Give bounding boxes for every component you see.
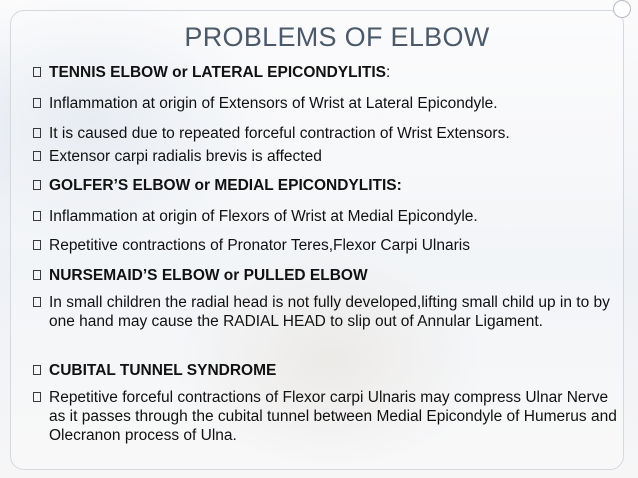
slide-title: PROBLEMS OF ELBOW	[184, 22, 490, 52]
line-text: Inflammation at origin of Flexors of Wrist at Medial Epicondyle.	[49, 208, 478, 225]
line-text: Repetitive forceful contractions of Flexor carpi Ulnaris may compress Ulnar Nerve as it passes through the cubital tunnel between Medial Epicondyle of Humerus and Olecranon process of Ulna.	[49, 389, 617, 444]
bullet-square-icon	[33, 240, 41, 250]
bullet-line-tennis-elbow-cause	[34, 124, 510, 143]
bullet-line-tennis-elbow-inflammation	[34, 94, 498, 113]
line-text: It is caused due to repeated forceful contraction of Wrist Extensors.	[49, 125, 510, 142]
bullet-line-golfers-elbow-heading	[34, 176, 402, 195]
bullet-square-icon	[33, 67, 41, 77]
bullet-line-golfers-elbow-inflammation	[34, 207, 478, 226]
bullet-square-icon	[33, 151, 41, 161]
bullet-square-icon	[33, 392, 41, 402]
corner-circle-decoration	[613, 0, 631, 18]
bullet-square-icon	[33, 98, 41, 108]
line-text: GOLFER’S ELBOW or MEDIAL EPICONDYLITIS:	[49, 177, 402, 194]
line-text: CUBITAL TUNNEL SYNDROME	[49, 362, 277, 379]
line-text: In small children the radial head is not fully developed,lifting small child up in to by one hand may cause the RADIAL HEAD to slip out of Annular Ligament.	[49, 294, 610, 330]
bullet-line-tennis-elbow-muscle	[34, 147, 322, 166]
line-text: Inflammation at origin of Extensors of Wrist at Lateral Epicondyle.	[49, 95, 498, 112]
bullet-square-icon	[33, 180, 41, 190]
line-text: TENNIS ELBOW or LATERAL EPICONDYLITIS	[49, 64, 386, 81]
bullet-square-icon	[33, 211, 41, 221]
bullet-line-golfers-elbow-cause	[34, 236, 470, 255]
line-text: Repetitive contractions of Pronator Teres,Flexor Carpi Ulnaris	[49, 237, 470, 254]
bullet-line-tennis-elbow-heading	[34, 63, 391, 82]
bullet-square-icon	[33, 128, 41, 138]
bullet-square-icon	[33, 297, 41, 307]
bullet-line-nursemaids-elbow-description	[34, 293, 610, 331]
bullet-line-nursemaids-elbow-heading	[34, 266, 368, 285]
line-text: NURSEMAID’S ELBOW or PULLED ELBOW	[49, 267, 368, 284]
bullet-square-icon	[33, 270, 41, 280]
bullet-line-cubital-tunnel-heading	[34, 361, 277, 380]
bullet-square-icon	[33, 365, 41, 375]
line-suffix: :	[386, 64, 391, 81]
bullet-line-cubital-tunnel-description	[34, 388, 617, 445]
line-text: Extensor carpi radialis brevis is affected	[49, 148, 322, 165]
